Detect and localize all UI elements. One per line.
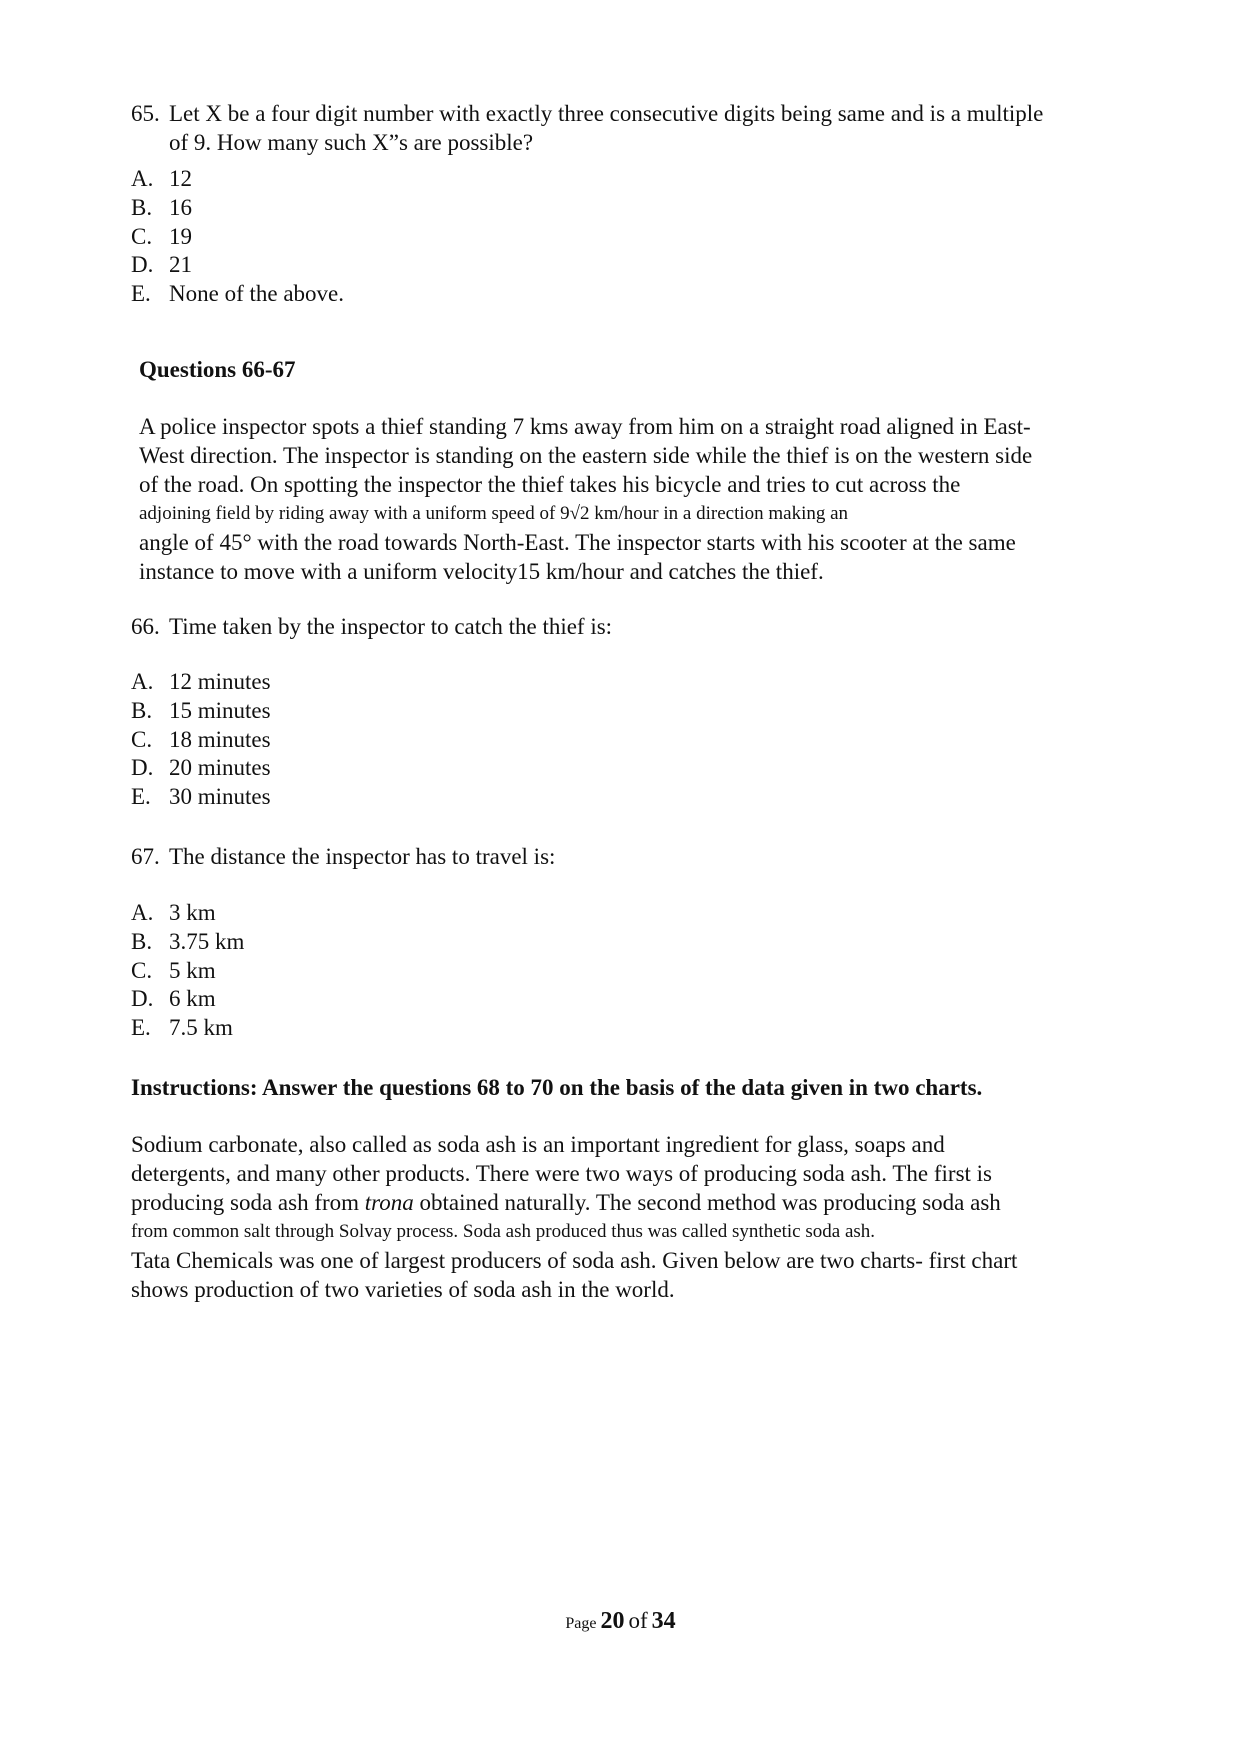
option-b [131, 928, 244, 957]
option-text: 30 minutes [169, 784, 271, 810]
option-text: 19 [169, 223, 192, 249]
option-e [131, 783, 271, 812]
instructions-heading: Instructions: Answer the questions 68 to 70 on the basis of the data given in two charts. [131, 1075, 983, 1100]
option-c [131, 957, 244, 986]
option-text: 21 [169, 252, 192, 278]
question-text-line-1: Let X be a four digit number with exactly three consecutive digits being same and is a multiple [169, 101, 1044, 126]
option-letter: B. [131, 194, 153, 220]
option-text: 18 minutes [169, 726, 271, 752]
passage-line: from common salt through Solvay process. Soda ash produced thus was called synthetic soda ash. [131, 1221, 876, 1242]
option-text: 16 [169, 194, 192, 220]
passage-text: producing soda ash from [131, 1190, 365, 1215]
question-number: 66. [131, 614, 160, 639]
question-text: Time taken by the inspector to catch the thief is: [169, 614, 613, 639]
option-text: None of the above. [169, 281, 344, 307]
option-text: 5 km [169, 957, 216, 983]
passage-line: instance to move with a uniform velocity15 km/hour and catches the thief. [139, 559, 824, 584]
option-text: 7.5 km [169, 1015, 233, 1041]
passage-line: of the road. On spotting the inspector the thief takes his bicycle and tries to cut across the [139, 472, 961, 497]
question-number: 65. [131, 101, 160, 126]
page-number: 20 [600, 1608, 625, 1634]
question-67-options [131, 899, 244, 1043]
option-text: 12 [169, 166, 192, 191]
passage-text: obtained naturally. The second method was producing soda ash [413, 1190, 1001, 1215]
passage-line: adjoining field by riding away with a uniform speed of 9√2 km/hour in a direction making an [139, 503, 849, 524]
option-letter: A. [131, 900, 154, 925]
option-letter: A. [131, 166, 154, 191]
option-d [131, 985, 244, 1014]
option-letter: D. [131, 252, 154, 278]
option-letter: D. [131, 755, 154, 781]
option-b [131, 697, 271, 726]
question-number: 67. [131, 844, 160, 869]
section-heading-66-67: Questions 66-67 [139, 357, 296, 382]
option-text: 3.75 km [169, 928, 245, 954]
question-67-stem [131, 842, 1131, 871]
option-text: 12 minutes [169, 669, 271, 694]
passage-line: detergents, and many other products. There were two ways of producing soda ash. The first is [131, 1161, 993, 1186]
question-text-line-2: of 9. How many such X”s are possible? [169, 130, 534, 155]
option-letter: E. [131, 1015, 151, 1041]
total-pages: 34 [651, 1608, 676, 1634]
passage-line [131, 1188, 1017, 1217]
option-text: 20 minutes [169, 755, 271, 781]
option-letter: E. [131, 784, 151, 810]
question-66-stem [131, 612, 1131, 641]
passage-line: A police inspector spots a thief standing 7 kms away from him on a straight road aligned in East- [139, 414, 1031, 439]
option-d [131, 251, 344, 280]
question-65-stem [131, 99, 1131, 157]
option-d [131, 754, 271, 783]
option-b [131, 194, 344, 223]
option-letter: D. [131, 986, 154, 1012]
option-text: 15 minutes [169, 697, 271, 723]
instructions-passage [131, 1130, 1017, 1304]
page-footer [0, 1608, 1241, 1635]
option-letter: C. [131, 957, 153, 983]
option-a [131, 165, 344, 194]
question-text: The distance the inspector has to travel is: [169, 844, 556, 869]
option-e [131, 280, 344, 309]
option-a [131, 899, 244, 928]
page-word: Page [565, 1615, 597, 1632]
passage-line: angle of 45° with the road towards North-East. The inspector starts with his scooter at the same [139, 530, 1016, 555]
option-letter: C. [131, 726, 153, 752]
trona-term: trona [364, 1190, 414, 1215]
question-66-options [131, 668, 271, 812]
option-letter: C. [131, 223, 153, 249]
option-a [131, 668, 271, 697]
option-e [131, 1014, 244, 1043]
passage-line: shows production of two varieties of soda ash in the world. [131, 1277, 675, 1302]
option-letter: E. [131, 281, 151, 307]
option-letter: B. [131, 928, 153, 954]
passage-66-67 [139, 412, 1032, 586]
option-text: 3 km [169, 900, 216, 925]
option-text: 6 km [169, 986, 216, 1012]
passage-line: Sodium carbonate, also called as soda ash is an important ingredient for glass, soaps and [131, 1132, 945, 1157]
option-c [131, 223, 344, 252]
option-letter: A. [131, 669, 154, 694]
of-word: of [628, 1608, 648, 1633]
passage-line: West direction. The inspector is standing on the eastern side while the thief is on the western side [139, 443, 1033, 468]
option-letter: B. [131, 697, 153, 723]
question-65-options [131, 165, 344, 309]
option-c [131, 726, 271, 755]
passage-line: Tata Chemicals was one of largest producers of soda ash. Given below are two charts- first chart [131, 1248, 1018, 1273]
